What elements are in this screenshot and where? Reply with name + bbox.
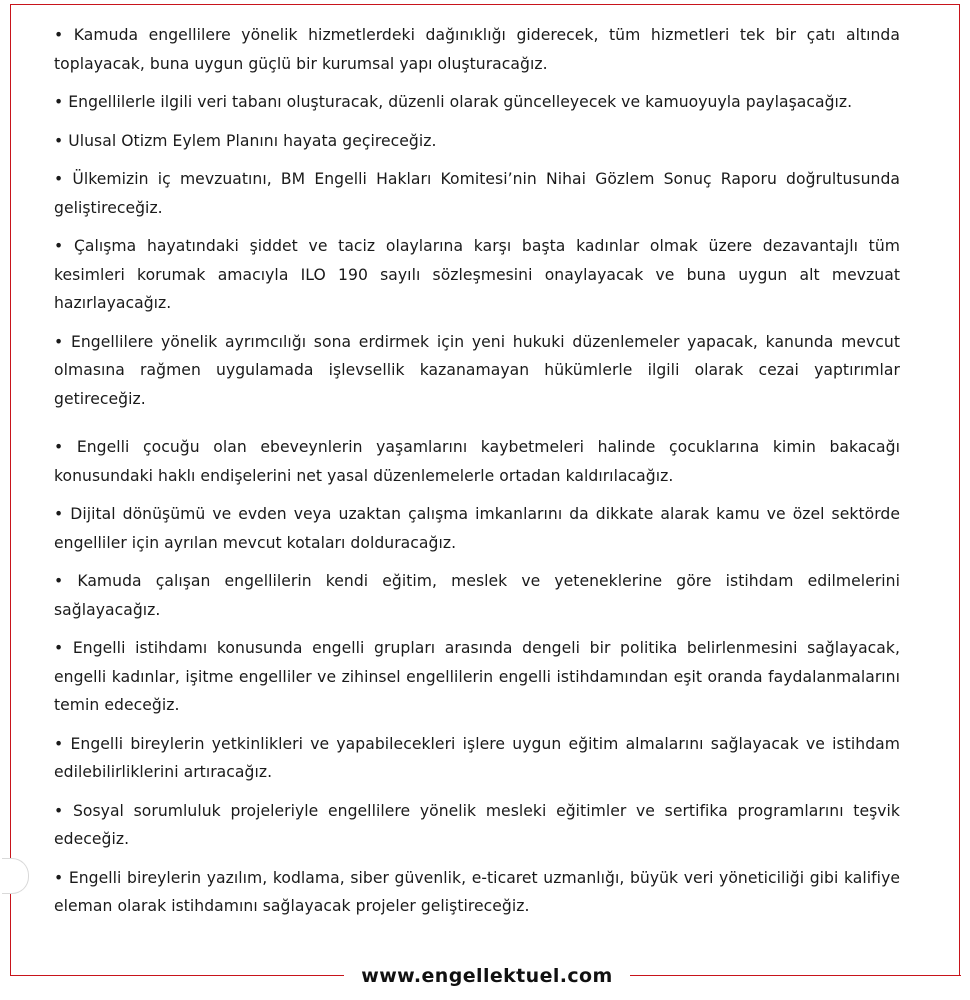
list-item: • Dijital dönüşümü ve evden veya uzaktan çalışma imkanlarını da dikkate alarak kamu ve özel sektörde engelliler için ayrılan mevcut kotaları dolduracağız. <box>54 505 900 552</box>
list-item: • Engellilerle ilgili veri tabanı oluşturacak, düzenli olarak güncelleyecek ve kamuoyuyla paylaşacağız. <box>54 93 853 111</box>
footer-divider-right <box>630 975 961 976</box>
list-item: • Kamuda engellilere yönelik hizmetlerdeki dağınıklığı giderecek, tüm hizmetleri tek bir çatı altında toplayacak, buna uygun güçlü bir kurumsal yapı oluşturacağız. <box>54 26 900 73</box>
list-item: • Ulusal Otizm Eylem Planını hayata geçireceğiz. <box>54 131 437 150</box>
list-item: • Engelli bireylerin yetkinlikleri ve yapabilecekleri işlere uygun eğitim almalarını sağlayacak ve istihdam edilebilirliklerini artıracağız. <box>54 734 900 781</box>
list-item: • Engelli istihdamı konusunda engelli grupları arasında dengeli bir politika belirlenmesini sağlayacak, engelli kadınlar, işitme engelliler ve zihinsel engellilerin engelli istihdamından eşit oranda faydalanmalarını temin edeceğiz. <box>54 639 900 714</box>
list-item: • Ülkemizin iç mevzuatını, BM Engelli Hakları Komitesi’nin Nihai Gözlem Sonuç Raporu doğrultusunda geliştireceğiz. <box>54 170 900 217</box>
list-item: • Engelli çocuğu olan ebeveynlerin yaşamlarını kaybetmeleri halinde çocuklarına kimin bakacağı konusundaki haklı endişelerini net yasal düzenlemelerle ortadan kaldırılacağız. <box>54 438 900 485</box>
footer-divider-left <box>10 975 344 976</box>
list-item: • Sosyal sorumluluk projeleriyle engellilere yönelik mesleki eğitimler ve sertifika programlarını teşvik edeceğiz. <box>54 801 900 848</box>
list-item: • Engelli bireylerin yazılım, kodlama, siber güvenlik, e-ticaret uzmanlığı, büyük veri yöneticiliği gibi kalifiye eleman olarak istihdamını sağlayacak projeler geliştireceğiz. <box>54 868 900 915</box>
footer-url[interactable]: www.engellektuel.com <box>361 965 613 987</box>
list-item: • Çalışma hayatındaki şiddet ve taciz olaylarına karşı başta kadınlar olmak üzere dezavantajlı tüm kesimleri korumak amacıyla ILO 190 sayılı sözleşmesini onaylayacak ve buna uygun alt mevzuat hazırlayacağız. <box>54 237 900 312</box>
list-item: • Engellilere yönelik ayrımcılığı sona erdirmek için yeni hukuki düzenlemeler yapacak, kanunda mevcut olmasına rağmen uygulamada işlevsellik kazanamayan hükümlerle ilgili olarak cezai yaptırımlar getireceğiz. <box>54 332 900 408</box>
bullet-list <box>54 21 900 921</box>
list-item: • Kamuda çalışan engellilerin kendi eğitim, meslek ve yeteneklerine göre istihdam edilmelerini sağlayacağız. <box>54 572 900 619</box>
